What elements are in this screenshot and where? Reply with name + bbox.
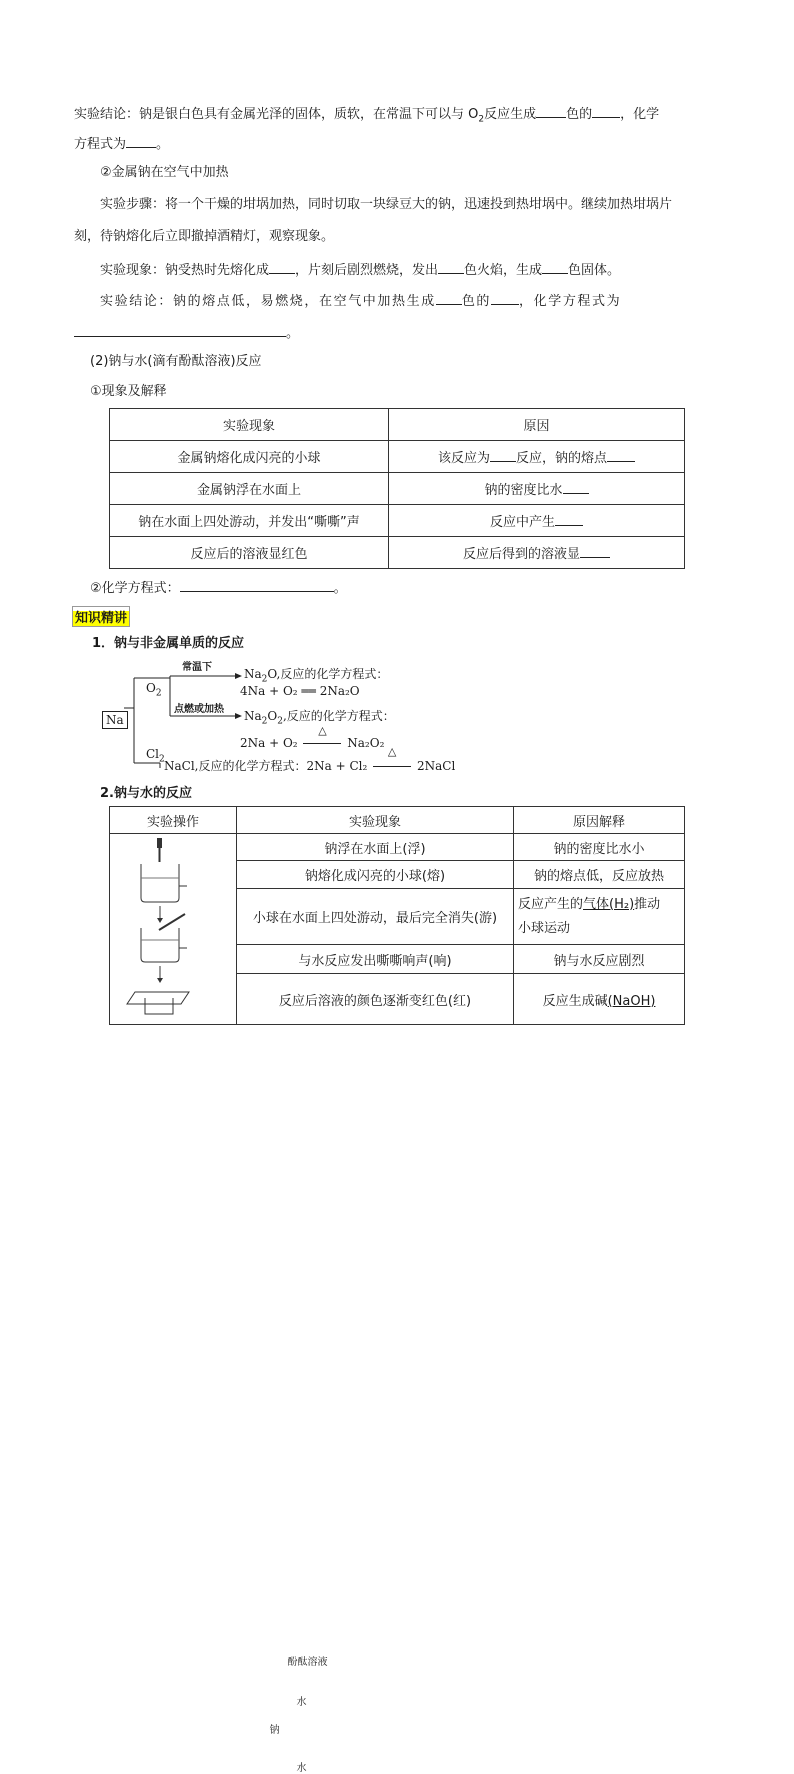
table-header: 实验操作 bbox=[110, 807, 237, 834]
table-row: 反应后的溶液显红色 反应后得到的溶液显 bbox=[110, 537, 685, 569]
blank[interactable] bbox=[269, 259, 295, 274]
table-header: 实验现象 bbox=[237, 807, 514, 834]
condition-ignite: 点燃或加热 bbox=[174, 704, 224, 715]
table-row: 与水反应发出嘶嘶响声(响) 钠与水反应剧烈 bbox=[110, 945, 685, 974]
blank[interactable] bbox=[74, 322, 286, 337]
o2-label: $O_2$ bbox=[146, 681, 162, 699]
phenomenon-line: 实验现象：钠受热时先熔化成 ，片刻后剧烈燃烧，发出 色火焰，生成 色固体。 bbox=[100, 259, 620, 281]
section-tag: 知识精讲 bbox=[72, 606, 130, 627]
conclusion2-line-2: 。 bbox=[74, 322, 299, 344]
blank[interactable] bbox=[490, 447, 516, 462]
table-row: 金属钠熔化成闪亮的小球 该反应为 反应，钠的熔点 bbox=[110, 441, 685, 473]
table-header: 原因解释 bbox=[514, 807, 685, 834]
blank[interactable] bbox=[555, 511, 583, 526]
heading-phenomena: ①现象及解释 bbox=[90, 384, 167, 399]
label-water-2: 水 bbox=[296, 1762, 307, 1774]
section-title-2: 2.钠与水的反应 bbox=[100, 786, 192, 801]
experiment-illustration-cell bbox=[110, 834, 328, 1774]
label-sodium: 钠 bbox=[269, 1724, 280, 1736]
heat-triangle-icon: △ bbox=[318, 724, 327, 737]
table-row: 小球在水面上四处游动，最后完全消失(游) 反应产生的气体(H₂)推动 小球运动 bbox=[110, 889, 685, 945]
blank[interactable] bbox=[180, 577, 334, 592]
equation-na2o2: 2Na + O₂ △ Na₂O₂ bbox=[240, 724, 385, 750]
blank[interactable] bbox=[542, 259, 568, 274]
blank[interactable] bbox=[536, 103, 566, 118]
equation-prompt: ②化学方程式： 。 bbox=[90, 577, 347, 599]
label-phenolphthalein: 酚酞溶液 bbox=[287, 1656, 328, 1668]
blank[interactable] bbox=[592, 103, 620, 118]
sodium-water-table bbox=[109, 806, 685, 1774]
table-header: 实验现象 bbox=[110, 409, 389, 441]
label-water-1: 水 bbox=[296, 1696, 307, 1708]
table-row: 金属钠浮在水面上 钠的密度比水 bbox=[110, 473, 685, 505]
product-na2o: $Na_2O$,反应的化学方程式： bbox=[244, 667, 389, 685]
product-nacl-line: NaCl,反应的化学方程式：2Na + Cl₂ △ 2NaCl bbox=[164, 745, 456, 773]
equation-na2o: 4Na + O₂ ══ 2Na₂O bbox=[240, 684, 360, 698]
steps-line-1: 实验步骤：将一个干燥的坩埚加热，同时切取一块绿豆大的钠，迅速投到热坩埚中。继续加热坩埚片 bbox=[100, 197, 673, 212]
na-box: Na bbox=[102, 711, 128, 729]
heat-triangle-icon: △ bbox=[387, 745, 397, 758]
section-title-1: 1．钠与非金属单质的反应 bbox=[92, 636, 245, 651]
condition-room-temp: 常温下 bbox=[182, 662, 212, 673]
steps-line-2: 刻，待钠熔化后立即撤掉酒精灯，观察现象。 bbox=[74, 229, 335, 244]
table-row: 钠在水面上四处游动，并发出“嘶嘶”声 反应中产生 bbox=[110, 505, 685, 537]
blank[interactable] bbox=[580, 543, 610, 558]
product-na2o2: $Na_2O_2$,反应的化学方程式： bbox=[244, 709, 395, 727]
blank[interactable] bbox=[438, 259, 464, 274]
blank[interactable] bbox=[436, 290, 462, 305]
heading-sodium-water: (2)钠与水(滴有酚酞溶液)反应 bbox=[90, 354, 262, 369]
table-row: 酚酞溶液 水 钠 水 钠浮在水面上(浮) 钠的密度比水小 bbox=[110, 834, 685, 861]
table-row: 钠熔化成闪亮的小球(熔) 钠的熔点低，反应放热 bbox=[110, 861, 685, 889]
conclusion-line-1: 实验结论：钠是银白色具有金属光泽的固体，质软，在常温下可以与 $O_2$反应生成 色的 ，化学 bbox=[74, 103, 659, 130]
beaker-illustration bbox=[111, 834, 235, 1020]
blank[interactable] bbox=[491, 290, 519, 305]
table-header: 原因 bbox=[389, 409, 685, 441]
conclusion-line-2: 方程式为 。 bbox=[74, 133, 169, 155]
phenomena-table bbox=[109, 408, 685, 569]
heading-heat-in-air: ②金属钠在空气中加热 bbox=[100, 165, 229, 180]
blank[interactable] bbox=[563, 479, 589, 494]
table-row: 反应后溶液的颜色逐渐变红色(红) 反应生成碱(NaOH) bbox=[110, 974, 685, 1025]
blank[interactable] bbox=[607, 447, 635, 462]
cl2-label: $Cl_2$ bbox=[146, 747, 165, 765]
conclusion2-line-1: 实验结论：钠的熔点低，易燃烧，在空气中加热生成 色的 ，化学方程式为 bbox=[100, 290, 621, 312]
blank[interactable] bbox=[126, 133, 156, 148]
